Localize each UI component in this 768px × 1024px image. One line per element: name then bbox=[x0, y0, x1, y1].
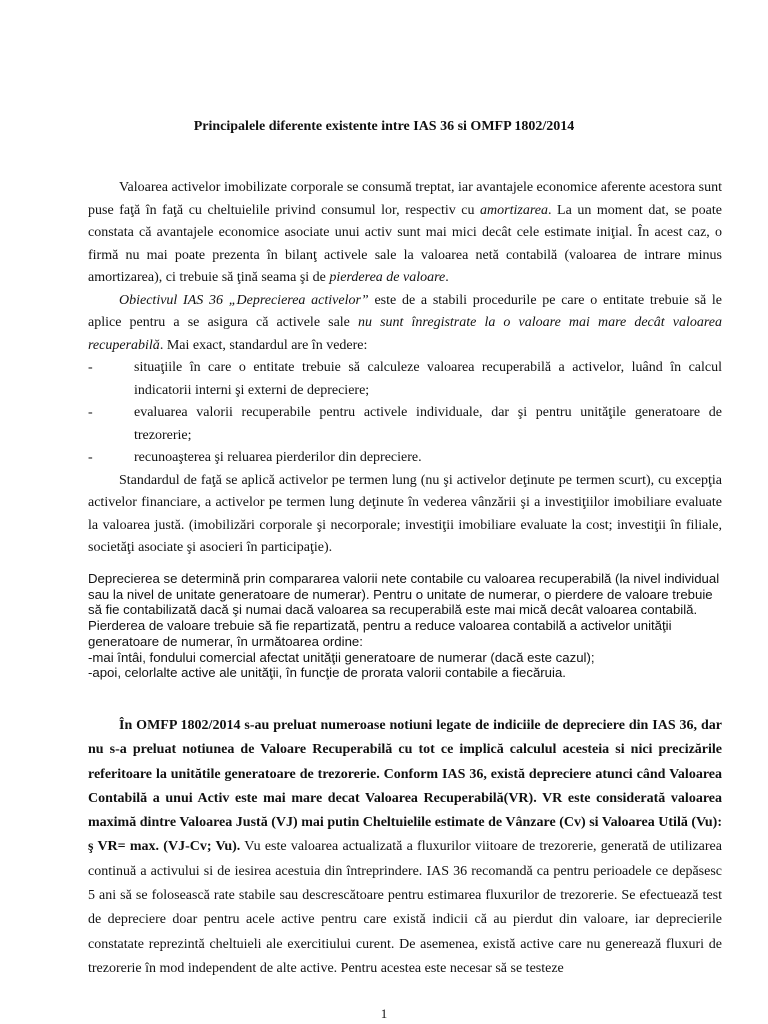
omfp-bold-text: În OMFP 1802/2014 s-au preluat numeroase notiuni legate de indiciile de depreciere din IAS 36, dar nu s-a preluat notiunea de Valoare Recuperabilă cu tot ce implică calculul acesteia si nici precizările referitoare la unitătile generatoare de trezorerie. Conform IAS 36, există depreciere atunci când Valoarea Contabilă a unui Activ este mai mare decat Valoarea Recuperabilă(VR). VR este considerată valoarea maximă dintre Valoarea Justă (VJ) mai putin Cheltuielile estimate de Vânzare (Cv) si Valoarea Utilă (Vu): ş VR= max. (VJ-Cv; Vu). bbox=[88, 718, 722, 855]
omfp-section bbox=[88, 714, 722, 981]
omfp-paragraph bbox=[88, 714, 722, 981]
objective-text-1: este de a stabili procedurile pe care o entitate trebuie să le aplice pentru a se asigura că activele sale bbox=[88, 292, 722, 330]
objective-list bbox=[88, 357, 722, 470]
list-dash: - bbox=[88, 405, 93, 420]
intro-emphasis-pierderea: pierderea de valoare bbox=[329, 270, 446, 285]
list-item bbox=[88, 447, 722, 470]
objective-emphasis-title: Obiectivul IAS 36 „Deprecierea activelor” bbox=[119, 292, 369, 308]
page-number: 1 bbox=[380, 1006, 388, 1021]
objective-paragraph bbox=[88, 290, 722, 358]
depreciation-paragraph-1: Deprecierea se determină prin compararea valorii nete contabile cu valoarea recuperabilă (la nivel individual sau la nivel de unitate generatoare de numerar). Pentru o unitate de numerar, o pierdere de valoare trebuie să fie contabilizată dacă şi numai dacă valoarea sa recuperabilă este mai mică decât valoarea contabilă. bbox=[88, 571, 720, 618]
list-item bbox=[88, 357, 722, 402]
scope-paragraph: Standardul de faţă se aplică activelor pe termen lung (nu şi activelor deţinute pe termen scurt), cu excepţia activelor financiare, a activelor pe termen lung deţinute în vederea vânzării şi a investiţiilor imobiliare evaluate la valoarea justă. (imobilizări corporale şi necorporale; investiţii imobiliare evaluate la cost; investiţii în filiale, societăţi asociate şi asocieri în participaţie). bbox=[88, 472, 722, 555]
depreciation-paragraph-4: -apoi, celorlalte active ale unităţii, în funcţie de prorata valorii contabile a fiecăruia. bbox=[88, 665, 566, 681]
objective-emphasis-rule: nu sunt înregistrate la o valoare mai mare decât valoarea recuperabilă bbox=[88, 315, 722, 353]
intro-text-1: Valoarea activelor imobilizate corporale se consumă treptat, iar avantajele economice aferente acestora sunt puse faţă în faţă cu cheltuielile privind consumul lor, respectiv cu bbox=[88, 180, 722, 218]
document-title: Principalele diferente existente intre IAS 36 si OMFP 1802/2014 bbox=[193, 119, 575, 134]
intro-text-3: . bbox=[445, 270, 449, 285]
list-dash: - bbox=[88, 360, 93, 375]
depreciation-section bbox=[88, 571, 722, 681]
depreciation-paragraph-3: -mai întâi, fondului comercial afectat unităţii generatoare de numerar (dacă este cazul); bbox=[88, 649, 595, 665]
list-item-text: situaţiile în care o entitate trebuie să calculeze valoarea recuperabilă a activelor, luând în calcul indicatorii interni şi externi de depreciere; bbox=[134, 360, 722, 398]
intro-emphasis-amortizarea: amortizarea bbox=[480, 202, 548, 218]
intro-section bbox=[88, 177, 722, 560]
list-item-text: recunoaşterea şi reluarea pierderilor din depreciere. bbox=[134, 450, 422, 465]
list-item bbox=[88, 402, 722, 447]
objective-text-2: . Mai exact, standardul are în vedere: bbox=[159, 337, 368, 353]
depreciation-paragraph-2: Pierderea de valoare trebuie să fie repartizată, pentru a reduce valoarea contabilă a activelor unităţii generatoare de numerar, în următoarea ordine: bbox=[88, 618, 672, 649]
intro-paragraph bbox=[88, 177, 722, 290]
list-dash: - bbox=[88, 450, 93, 465]
intro-text-2: . La un moment dat, se poate constata că avantajele economice asociate unui activ sunt mai mici decât cele estimate iniţial. În acest caz, o firmă nu mai poate prezenta în bilanţ activele sale la valoarea netă contabilă (valoarea de intrare minus amortizarea), ci trebuie să ţină seama şi de bbox=[88, 202, 722, 285]
omfp-normal-text: Vu este valoarea actualizată a fluxurilor viitoare de trezorerie, generată de utilizarea continuă a activului si de iesirea acestuia din întreprindere. IAS 36 recomandă ca pentru perioadele ce depăsesc 5 ani să se folosească rate stabile sau descrescătoare pentru estimarea fluxurilor de trezorerie. Se efectuează test de depreciere doar pentru acele active pentru care există indicii că au pierdut din valoare, iar deprecierile constatate reprezintă cheltuieli ale exercitiului curent. De asemenea, există active care nu generează fluxuri de trezorerie în mod independent de alte active. Pentru acestea este necesar să se testeze bbox=[88, 839, 722, 976]
list-item-text: evaluarea valorii recuperabile pentru activele individuale, dar şi pentru unităţile generatoare de trezorerie; bbox=[134, 405, 722, 443]
